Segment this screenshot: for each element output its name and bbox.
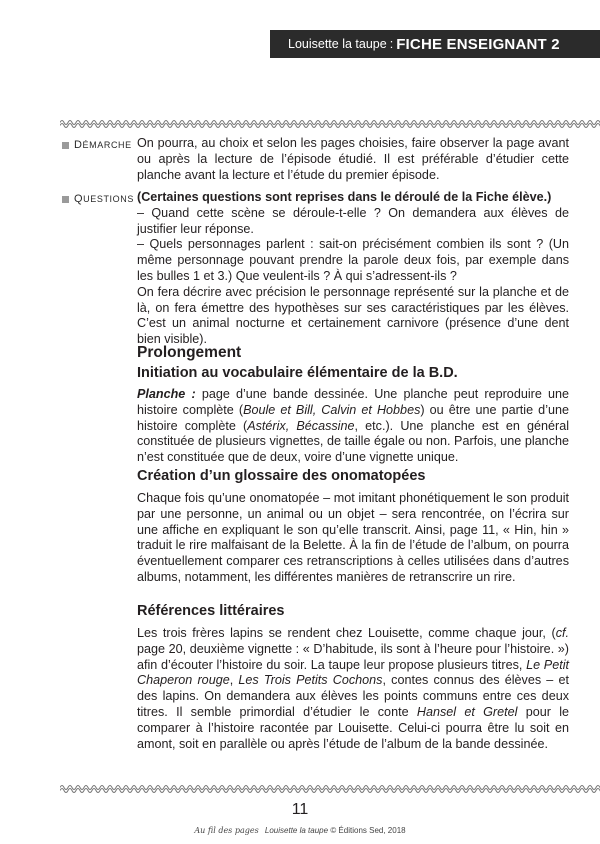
questions-label: Q UESTIONS: [62, 193, 134, 205]
prolongement-heading: Prolongement: [137, 344, 242, 361]
glossaire-paragraph: Chaque fois qu’une onomatopée – mot imitant phonétiquement le son produit par une personne, un animal ou un objet – sera rencontrée, on l’écrira sur une affiche en expliquant le son qu’elle transcrit. Ainsi, page 11, « Hin, hin » traduit le rire malfaisant de la Belette. À la fin de l’étude de l’album, on pourra éventuellement comparer ces retranscriptions à celles utilisées dans d’autres albums, notamment, les différentes manières de retranscrire un rire.: [137, 491, 569, 584]
demarche-label: D ÉMARCHE: [62, 139, 132, 151]
question-2: – Quels personnages parlent : sait-on précisément combien ils sont ? (Un même personnage pouvant prendre la parole deux fois, par exemple dans les bulles 1 et 3.) Que veulent-ils ? À qui s’adressent-ils ?: [137, 237, 569, 283]
planche-term: Planche :: [137, 387, 196, 401]
header-subtitle: Louisette la taupe: [288, 37, 387, 51]
section-heading-vocabulaire: Initiation au vocabulaire élémentaire de la B.D.: [137, 365, 458, 381]
demarche-text: On pourra, au choix et selon les pages choisies, faire observer la page avant ou après la lecture de l’épisode étudié. Il est préférable d’étudier cette planche avant la lecture et l’étude du premier épisode.: [137, 136, 569, 182]
square-bullet-icon: [62, 142, 69, 149]
references-paragraph: Les trois frères lapins se rendent chez Louisette, comme chaque jour, (cf. page 20, deuxième vignette : « D’habitude, ils sont à l’heure pour l’histoire. ») afin d’écouter l’histoire du soir. La taupe leur propose plusieurs titres, Le Petit Chaperon rouge, Les Trois Petits Cochons, contes connus des élèves – et des lapins. On demandera aux élèves les points communs entre ces deux titres. Il semble primordial d’étudier le conte Hansel et Gretel pour le comparer à l’histoire racontée par Louisette. Celui-ci pourra être lu soit en amont, soit en parallèle ou après l’étude de l’album de la bande dessinée.: [137, 626, 569, 751]
series-brand: Au fil des pages: [194, 826, 259, 835]
questions-intro: (Certaines questions sont reprises dans le déroulé de la Fiche élève.): [137, 190, 552, 204]
header-separator: :: [389, 37, 394, 51]
top-wavy-divider: [60, 118, 600, 130]
book-title: Louisette la taupe: [264, 826, 329, 835]
copyright: © Éditions Sed, 2018: [330, 826, 406, 835]
questions-text: [137, 190, 569, 348]
header-title: FICHE ENSEIGNANT 2: [396, 35, 560, 53]
section-heading-references: Références littéraires: [137, 603, 285, 619]
footer-credit: [0, 826, 600, 835]
page-header-bar: [270, 30, 600, 58]
question-3: On fera décrire avec précision le personnage représenté sur la planche et de là, on fera émettre des hypothèses sur ses caractéristiques par les élèves. C’est un animal nocturne et certainement carnivore (présence d’une dent bien visible).: [137, 284, 569, 347]
question-1: – Quand cette scène se déroule-t-elle ? On demandera aux élèves de justifier leur réponse.: [137, 205, 569, 236]
section-heading-glossaire: Création d’un glossaire des onomatopées: [137, 468, 426, 484]
square-bullet-icon: [62, 196, 69, 203]
vocabulaire-paragraph: Planche : page d’une bande dessinée. Une planche peut reproduire une histoire complète (Boule et Bill, Calvin et Hobbes) ou être une partie d’une histoire complète (Astérix, Bécassine, etc.). Une planche est en général constituée de plusieurs vignettes, de taille égale ou non. Parfois, une planche n’est constituée que de deux, voire d’une vignette unique.: [137, 387, 570, 465]
bottom-wavy-divider: [60, 783, 600, 795]
page-number: 11: [291, 801, 309, 818]
